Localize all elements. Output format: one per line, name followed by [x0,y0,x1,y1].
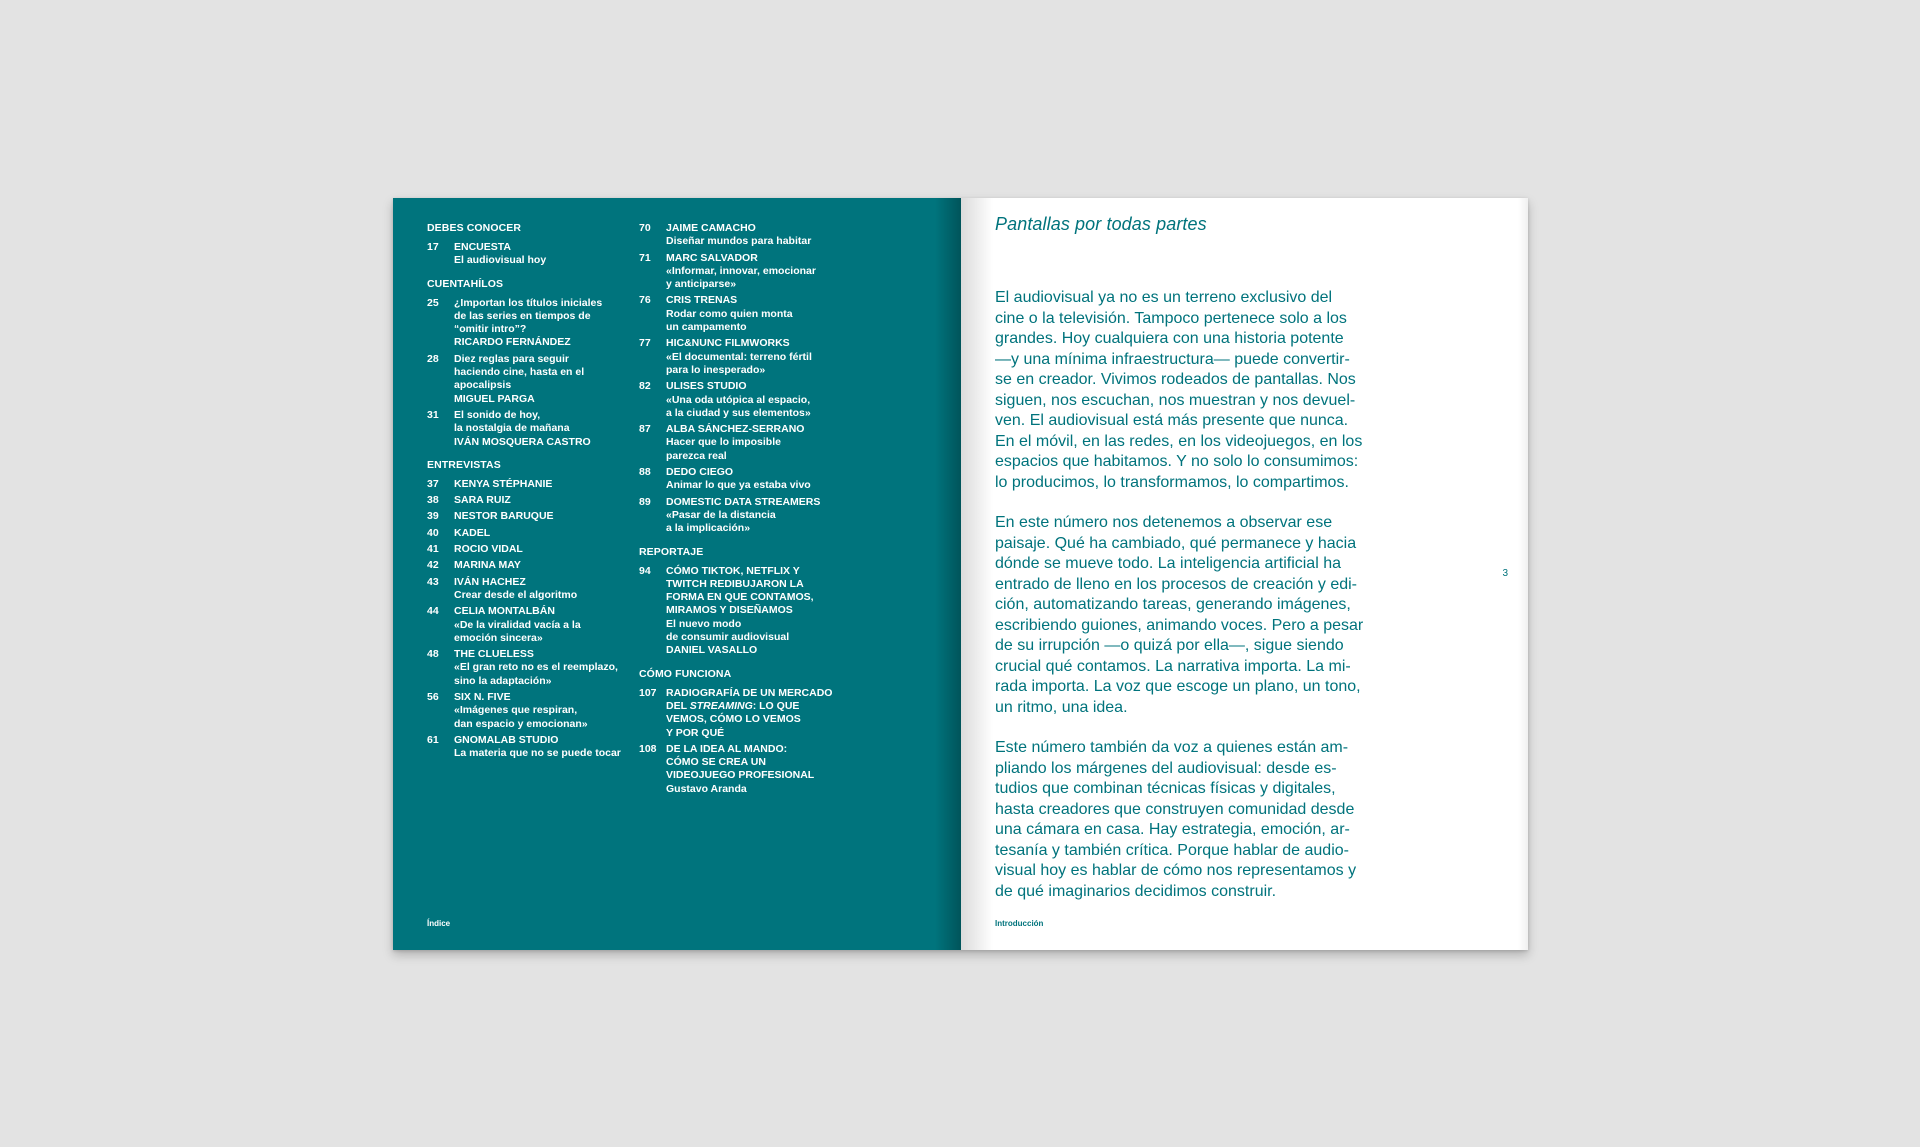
index-entry [427,559,637,572]
index-entry-body [454,510,637,523]
index-entry [427,648,637,688]
index-page-number: 28 [427,352,439,365]
index-entry-title: NESTOR BARUQUE [454,510,554,523]
index-page-number: 43 [427,575,439,588]
index-entry-body [454,576,637,603]
index-entry-subtitle: «Pasar de la distancia a la implicación» [666,508,776,535]
index-page [393,198,961,950]
index-entry-body [454,648,637,688]
index-entry-body [666,294,849,334]
index-entry-subtitle: RICARDO FERNÁNDEZ [454,336,571,349]
index-entry-subtitle: «El gran reto no es el reemplazo, sino la adaptación» [454,661,618,687]
index-section-heading: ENTREVISTAS [427,458,501,471]
index-page-number: 94 [639,564,651,577]
index-entry-title: Diez reglas para seguir haciendo cine, hasta en el apocalipsis [454,352,585,392]
index-entry-subtitle: La materia que no se puede tocar [454,747,621,760]
index-entry [427,543,637,556]
index-entry-body [454,734,637,761]
index-entry-subtitle: «Informar, innovar, emocionar y anticiparse» [666,264,816,291]
index-column-left [427,222,637,764]
index-entry [427,734,637,761]
index-page-number: 38 [427,494,439,507]
page-number: 3 [1502,568,1508,579]
index-entry-body [454,494,637,507]
index-entry-title: ALBA SÁNCHEZ-SERRANO [666,423,805,436]
index-entry-body [454,559,637,572]
index-entry-title: CELIA MONTALBÁN [454,605,555,618]
index-page-number: 70 [639,222,651,234]
index-entry-title: HIC&NUNC FILMWORKS [666,337,790,350]
index-entry-title: DEDO CIEGO [666,466,734,479]
index-entry [427,691,637,731]
index-entry [639,565,849,658]
index-page-number: 71 [639,251,651,264]
body-paragraph: Este número también da voz a quienes están am- pliando los márgenes del audiovisual: desde es- tudios que combinan técnicas físicas y digitales, hasta creadores que construyen comunidad desde una cámara en casa. Hay estrategia, emoción, ar- tesanía y también crítica. Porque hablar de audio- visual hoy es hablar de cómo nos representamos y de qué imaginarios decidimos construir. [995,739,1357,900]
index-entry-subtitle: El nuevo modo de consumir audiovisual DANIEL VASALLO [666,617,790,657]
index-entry-subtitle: «Imágenes que respiran, dan espacio y emocionan» [454,704,588,730]
index-entry [639,496,849,536]
index-entry [639,380,849,420]
introduction-page [961,198,1528,950]
index-page-number: 82 [639,380,651,393]
index-page-number: 37 [427,477,439,490]
index-entry-title: SIX N. FIVE [454,691,511,704]
index-entry-body [454,527,637,540]
index-page-number: 39 [427,510,439,523]
index-entry-title-part: RADIOGRAFÍA DE UN MERCADO DEL [666,686,833,712]
index-entry [639,337,849,377]
index-page-number: 31 [427,408,439,421]
index-entry [427,241,637,268]
index-page-number: 40 [427,526,439,539]
index-entry-body [454,297,637,350]
index-page-number: 41 [427,543,439,556]
index-entry [427,605,637,645]
index-entry [639,687,849,740]
index-entry-title: CRIS TRENAS [666,294,738,307]
index-entry-subtitle: El audiovisual hoy [454,254,547,267]
index-entry-title: ULISES STUDIO [666,380,747,393]
index-page-number: 89 [639,495,651,508]
index-entry [639,423,849,463]
page-footer-index: Índice [427,919,451,928]
index-entry-body [454,543,637,556]
index-entry-title: CÓMO TIKTOK, NETFLIX Y TWITCH REDIBUJARON LA FORMA EN QUE CONTAMOS, MIRAMOS Y DISEÑAMOS [666,564,814,617]
index-entry-body [666,380,849,420]
index-entry-title [666,687,849,740]
index-entry-body [666,337,849,377]
index-entry-title: IVÁN HACHEZ [454,575,526,588]
index-entry [639,294,849,334]
index-entry-subtitle: Gustavo Aranda [666,782,747,795]
index-entry [427,409,637,449]
index-entry-title: ENCUESTA [454,241,511,253]
page-footer-introduction: Introducción [995,919,1044,928]
index-page-number: 17 [427,241,439,253]
index-entry-body [666,496,849,536]
index-entry-subtitle: Crear desde el algoritmo [454,588,578,601]
index-page-number: 61 [427,733,439,746]
index-entry-subtitle: IVÁN MOSQUERA CASTRO [454,435,591,448]
index-entry-title: El sonido de hoy, la nostalgia de mañana [454,408,570,435]
index-entry-title-emphasis: STREAMING [689,699,753,712]
index-entry [639,466,849,493]
index-entry [427,576,637,603]
index-entry-title: DOMESTIC DATA STREAMERS [666,495,821,508]
index-entry [427,494,637,507]
index-section-heading: CÓMO FUNCIONA [639,667,732,680]
index-page-number: 56 [427,691,439,704]
index-entry-subtitle: «Una oda utópica al espacio, a la ciudad y sus elementos» [666,393,811,419]
index-entry-title: SARA RUIZ [454,494,511,507]
body-paragraph: En este número nos detenemos a observar ese paisaje. Qué ha cambiado, qué permanece y hacia dónde se mueve todo. La inteligencia artificial ha entrado de lleno en los procesos de creación y edi- ción, automatizando tareas, generando imágenes, escribiendo guiones, animando voces. Pero a pesar de su irrupción —o quizá por ella—, sigue siendo crucial qué contamos. La narrativa importa. La mi- rada importa. La voz que escoge un plano, un tono, un ritmo, una idea. [995,514,1364,716]
index-section-heading: REPORTAJE [639,545,704,558]
index-entry-title: THE CLUELESS [454,648,534,661]
index-entry [427,478,637,491]
index-entry [639,222,849,249]
index-page-number: 107 [639,686,657,699]
index-entry-title: JAIME CAMACHO [666,222,756,234]
index-page-number: 77 [639,337,651,350]
index-page-number: 87 [639,423,651,436]
index-entry [427,510,637,523]
index-section-heading: DEBES CONOCER [427,222,522,234]
index-page-number: 48 [427,648,439,661]
index-entry [639,252,849,292]
index-entry-body [454,409,637,449]
index-entry-title: KADEL [454,526,491,539]
index-entry [639,743,849,796]
index-entry-title: MARC SALVADOR [666,251,758,264]
index-entry-title: ROCIO VIDAL [454,543,523,556]
article-body [995,288,1403,922]
index-entry-body [454,478,637,491]
index-entry-body [666,743,849,796]
index-entry-subtitle: Hacer que lo imposible parezca real [666,436,781,462]
index-entry-title: DE LA IDEA AL MANDO: CÓMO SE CREA UN VIDEOJUEGO PROFESIONAL [666,742,815,782]
index-entry-body [666,252,849,292]
index-entry-body [454,691,637,731]
index-section-heading: CUENTAHÍLOS [427,277,504,290]
index-page-number: 44 [427,605,439,618]
index-entry-body [454,241,637,268]
index-page-number: 76 [639,294,651,307]
index-entry [427,527,637,540]
index-entry-body [666,466,849,493]
index-page-number: 42 [427,559,439,572]
index-entry-title: ¿Importan los títulos iniciales de las series en tiempos de “omitir intro”? [454,296,603,336]
index-entry-subtitle: MIGUEL PARGA [454,392,535,405]
index-entry-body [666,565,849,658]
index-entry-subtitle: «De la viralidad vacía a la emoción sincera» [454,618,581,644]
index-page-number: 25 [427,296,439,309]
index-entry-subtitle: Rodar como quien monta un campamento [666,307,793,334]
index-entry-title: MARINA MAY [454,559,521,572]
index-column-right [639,222,849,799]
index-entry-title: GNOMALAB STUDIO [454,733,559,746]
index-entry-body [666,222,849,249]
index-entry-subtitle: Animar lo que ya estaba vivo [666,479,811,492]
index-entry [427,297,637,350]
index-entry-body [666,423,849,463]
body-paragraph: El audiovisual ya no es un terreno exclusivo del cine o la televisión. Tampoco pertenece solo a los grandes. Hoy cualquiera con una historia potente —y una mínima infraestructura— puede convertir- se en creador. Vivimos rodeados de pantallas. Nos siguen, nos escuchan, nos muestran y nos devuel- ven. El audiovisual está más presente que nunca. En el móvil, en las redes, en los videojuegos, en los espacios que habitamos. Y no solo lo consumimos: lo producimos, lo transformamos, lo compartimos. [995,289,1363,491]
index-entry-body [454,353,637,406]
magazine-spread [393,198,1528,950]
index-page-number: 88 [639,466,651,479]
index-entry-title-part: : LO QUE VEMOS, CÓMO LO VEMOS Y POR QUÉ [666,699,801,739]
index-entry-body [666,687,849,740]
article-title: Pantallas por todas partes [995,214,1207,234]
index-entry [427,353,637,406]
index-entry-subtitle: «El documental: terreno fértil para lo inesperado» [666,350,812,376]
index-entry-body [454,605,637,645]
index-page-number: 108 [639,742,657,755]
index-entry-subtitle: Diseñar mundos para habitar [666,235,812,248]
index-entry-title: KENYA STÉPHANIE [454,477,553,490]
